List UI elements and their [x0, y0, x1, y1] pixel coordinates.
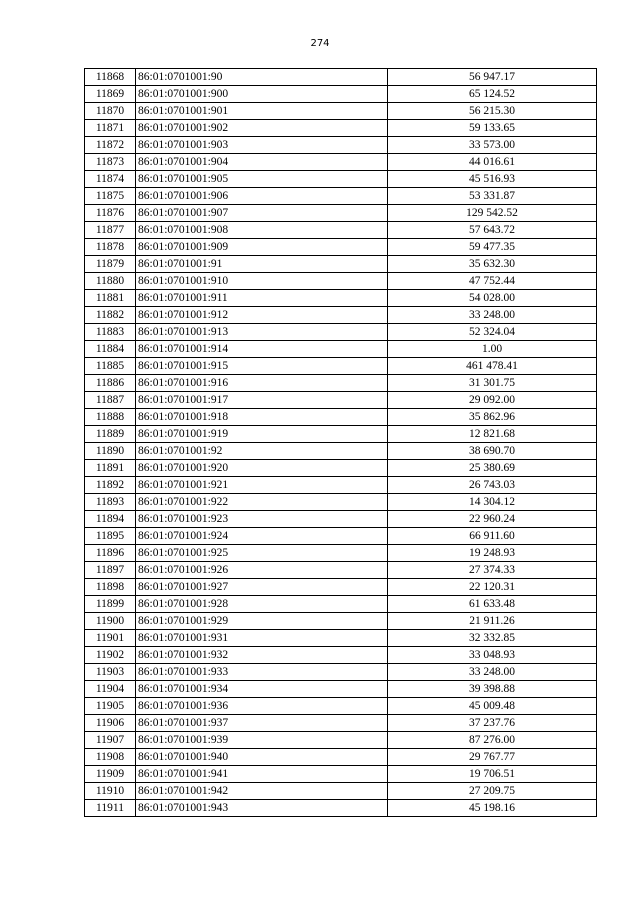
row-number-cell: 11877	[85, 222, 136, 239]
table-row	[85, 596, 597, 613]
value-cell: 52 324.04	[388, 324, 597, 341]
value-cell: 19 706.51	[388, 766, 597, 783]
row-number-cell: 11880	[85, 273, 136, 290]
table-row	[85, 103, 597, 120]
row-number-cell: 11882	[85, 307, 136, 324]
value-cell: 33 573.00	[388, 137, 597, 154]
cadastral-number-cell: 86:01:0701001:923	[136, 511, 388, 528]
table-body	[85, 69, 597, 817]
table-row	[85, 222, 597, 239]
value-cell: 29 767.77	[388, 749, 597, 766]
value-cell: 38 690.70	[388, 443, 597, 460]
value-cell: 14 304.12	[388, 494, 597, 511]
table-row	[85, 392, 597, 409]
cadastral-number-cell: 86:01:0701001:905	[136, 171, 388, 188]
table-row	[85, 324, 597, 341]
table-row	[85, 443, 597, 460]
row-number-cell: 11895	[85, 528, 136, 545]
cadastral-number-cell: 86:01:0701001:909	[136, 239, 388, 256]
table-row	[85, 630, 597, 647]
row-number-cell: 11887	[85, 392, 136, 409]
table-row	[85, 205, 597, 222]
cadastral-number-cell: 86:01:0701001:942	[136, 783, 388, 800]
row-number-cell: 11909	[85, 766, 136, 783]
table-row	[85, 511, 597, 528]
table-row	[85, 188, 597, 205]
cadastral-number-cell: 86:01:0701001:924	[136, 528, 388, 545]
table-row	[85, 545, 597, 562]
table-row	[85, 69, 597, 86]
table-row	[85, 120, 597, 137]
value-cell: 32 332.85	[388, 630, 597, 647]
cadastral-number-cell: 86:01:0701001:901	[136, 103, 388, 120]
value-cell: 33 248.00	[388, 664, 597, 681]
cadastral-number-cell: 86:01:0701001:916	[136, 375, 388, 392]
cadastral-number-cell: 86:01:0701001:940	[136, 749, 388, 766]
cadastral-number-cell: 86:01:0701001:914	[136, 341, 388, 358]
table-row	[85, 171, 597, 188]
cadastral-number-cell: 86:01:0701001:928	[136, 596, 388, 613]
row-number-cell: 11902	[85, 647, 136, 664]
value-cell: 22 120.31	[388, 579, 597, 596]
table-row	[85, 290, 597, 307]
value-cell: 27 209.75	[388, 783, 597, 800]
table-row	[85, 375, 597, 392]
value-cell: 54 028.00	[388, 290, 597, 307]
cadastral-number-cell: 86:01:0701001:90	[136, 69, 388, 86]
value-cell: 33 248.00	[388, 307, 597, 324]
table-row	[85, 409, 597, 426]
cadastral-number-cell: 86:01:0701001:934	[136, 681, 388, 698]
row-number-cell: 11890	[85, 443, 136, 460]
table-row	[85, 358, 597, 375]
row-number-cell: 11906	[85, 715, 136, 732]
value-cell: 57 643.72	[388, 222, 597, 239]
value-cell: 31 301.75	[388, 375, 597, 392]
cadastral-number-cell: 86:01:0701001:915	[136, 358, 388, 375]
row-number-cell: 11911	[85, 800, 136, 817]
value-cell: 53 331.87	[388, 188, 597, 205]
cadastral-number-cell: 86:01:0701001:939	[136, 732, 388, 749]
row-number-cell: 11891	[85, 460, 136, 477]
value-cell: 56 947.17	[388, 69, 597, 86]
value-cell: 129 542.52	[388, 205, 597, 222]
value-cell: 56 215.30	[388, 103, 597, 120]
table-row	[85, 341, 597, 358]
row-number-cell: 11873	[85, 154, 136, 171]
row-number-cell: 11894	[85, 511, 136, 528]
table-row	[85, 698, 597, 715]
table-row	[85, 494, 597, 511]
row-number-cell: 11901	[85, 630, 136, 647]
cadastral-number-cell: 86:01:0701001:917	[136, 392, 388, 409]
table-row	[85, 579, 597, 596]
cadastral-number-cell: 86:01:0701001:907	[136, 205, 388, 222]
value-cell: 59 477.35	[388, 239, 597, 256]
row-number-cell: 11888	[85, 409, 136, 426]
cadastral-number-cell: 86:01:0701001:936	[136, 698, 388, 715]
row-number-cell: 11883	[85, 324, 136, 341]
cadastral-number-cell: 86:01:0701001:91	[136, 256, 388, 273]
table-row	[85, 715, 597, 732]
table-row	[85, 647, 597, 664]
cadastral-number-cell: 86:01:0701001:910	[136, 273, 388, 290]
value-cell: 35 862.96	[388, 409, 597, 426]
cadastral-number-cell: 86:01:0701001:922	[136, 494, 388, 511]
cadastral-number-cell: 86:01:0701001:92	[136, 443, 388, 460]
value-cell: 44 016.61	[388, 154, 597, 171]
value-cell: 39 398.88	[388, 681, 597, 698]
table-row	[85, 766, 597, 783]
cadastral-registry-table	[84, 68, 597, 817]
value-cell: 65 124.52	[388, 86, 597, 103]
cadastral-number-cell: 86:01:0701001:913	[136, 324, 388, 341]
value-cell: 26 743.03	[388, 477, 597, 494]
row-number-cell: 11900	[85, 613, 136, 630]
cadastral-number-cell: 86:01:0701001:943	[136, 800, 388, 817]
row-number-cell: 11879	[85, 256, 136, 273]
row-number-cell: 11899	[85, 596, 136, 613]
row-number-cell: 11875	[85, 188, 136, 205]
value-cell: 45 009.48	[388, 698, 597, 715]
row-number-cell: 11872	[85, 137, 136, 154]
row-number-cell: 11886	[85, 375, 136, 392]
cadastral-number-cell: 86:01:0701001:900	[136, 86, 388, 103]
row-number-cell: 11893	[85, 494, 136, 511]
value-cell: 37 237.76	[388, 715, 597, 732]
value-cell: 27 374.33	[388, 562, 597, 579]
value-cell: 45 198.16	[388, 800, 597, 817]
row-number-cell: 11874	[85, 171, 136, 188]
value-cell: 29 092.00	[388, 392, 597, 409]
cadastral-number-cell: 86:01:0701001:931	[136, 630, 388, 647]
page-number: 274	[310, 38, 330, 49]
row-number-cell: 11905	[85, 698, 136, 715]
table-row	[85, 86, 597, 103]
cadastral-number-cell: 86:01:0701001:918	[136, 409, 388, 426]
table-row	[85, 749, 597, 766]
row-number-cell: 11885	[85, 358, 136, 375]
table-row	[85, 664, 597, 681]
row-number-cell: 11868	[85, 69, 136, 86]
table-row	[85, 528, 597, 545]
table-row	[85, 137, 597, 154]
row-number-cell: 11871	[85, 120, 136, 137]
value-cell: 66 911.60	[388, 528, 597, 545]
cadastral-number-cell: 86:01:0701001:920	[136, 460, 388, 477]
table-row	[85, 477, 597, 494]
table-row	[85, 783, 597, 800]
cadastral-number-cell: 86:01:0701001:906	[136, 188, 388, 205]
cadastral-number-cell: 86:01:0701001:926	[136, 562, 388, 579]
row-number-cell: 11869	[85, 86, 136, 103]
row-number-cell: 11889	[85, 426, 136, 443]
cadastral-number-cell: 86:01:0701001:925	[136, 545, 388, 562]
table-row	[85, 562, 597, 579]
cadastral-number-cell: 86:01:0701001:937	[136, 715, 388, 732]
value-cell: 87 276.00	[388, 732, 597, 749]
cadastral-number-cell: 86:01:0701001:919	[136, 426, 388, 443]
value-cell: 25 380.69	[388, 460, 597, 477]
cadastral-number-cell: 86:01:0701001:903	[136, 137, 388, 154]
cadastral-number-cell: 86:01:0701001:911	[136, 290, 388, 307]
value-cell: 33 048.93	[388, 647, 597, 664]
value-cell: 22 960.24	[388, 511, 597, 528]
cadastral-number-cell: 86:01:0701001:902	[136, 120, 388, 137]
cadastral-number-cell: 86:01:0701001:927	[136, 579, 388, 596]
row-number-cell: 11907	[85, 732, 136, 749]
cadastral-number-cell: 86:01:0701001:904	[136, 154, 388, 171]
value-cell: 59 133.65	[388, 120, 597, 137]
cadastral-number-cell: 86:01:0701001:933	[136, 664, 388, 681]
cadastral-number-cell: 86:01:0701001:932	[136, 647, 388, 664]
value-cell: 1.00	[388, 341, 597, 358]
value-cell: 47 752.44	[388, 273, 597, 290]
value-cell: 12 821.68	[388, 426, 597, 443]
cadastral-number-cell: 86:01:0701001:941	[136, 766, 388, 783]
table-row	[85, 613, 597, 630]
table-row	[85, 732, 597, 749]
row-number-cell: 11908	[85, 749, 136, 766]
cadastral-number-cell: 86:01:0701001:929	[136, 613, 388, 630]
value-cell: 21 911.26	[388, 613, 597, 630]
row-number-cell: 11892	[85, 477, 136, 494]
value-cell: 35 632.30	[388, 256, 597, 273]
cadastral-number-cell: 86:01:0701001:921	[136, 477, 388, 494]
table-row	[85, 154, 597, 171]
table-row	[85, 256, 597, 273]
value-cell: 461 478.41	[388, 358, 597, 375]
row-number-cell: 11881	[85, 290, 136, 307]
row-number-cell: 11878	[85, 239, 136, 256]
table-row	[85, 681, 597, 698]
table-row	[85, 273, 597, 290]
row-number-cell: 11910	[85, 783, 136, 800]
row-number-cell: 11903	[85, 664, 136, 681]
table-row	[85, 307, 597, 324]
cadastral-number-cell: 86:01:0701001:908	[136, 222, 388, 239]
row-number-cell: 11897	[85, 562, 136, 579]
row-number-cell: 11870	[85, 103, 136, 120]
row-number-cell: 11876	[85, 205, 136, 222]
table-row	[85, 460, 597, 477]
table-row	[85, 426, 597, 443]
value-cell: 45 516.93	[388, 171, 597, 188]
row-number-cell: 11884	[85, 341, 136, 358]
row-number-cell: 11898	[85, 579, 136, 596]
table-row	[85, 239, 597, 256]
value-cell: 19 248.93	[388, 545, 597, 562]
row-number-cell: 11904	[85, 681, 136, 698]
cadastral-number-cell: 86:01:0701001:912	[136, 307, 388, 324]
table-row	[85, 800, 597, 817]
row-number-cell: 11896	[85, 545, 136, 562]
value-cell: 61 633.48	[388, 596, 597, 613]
